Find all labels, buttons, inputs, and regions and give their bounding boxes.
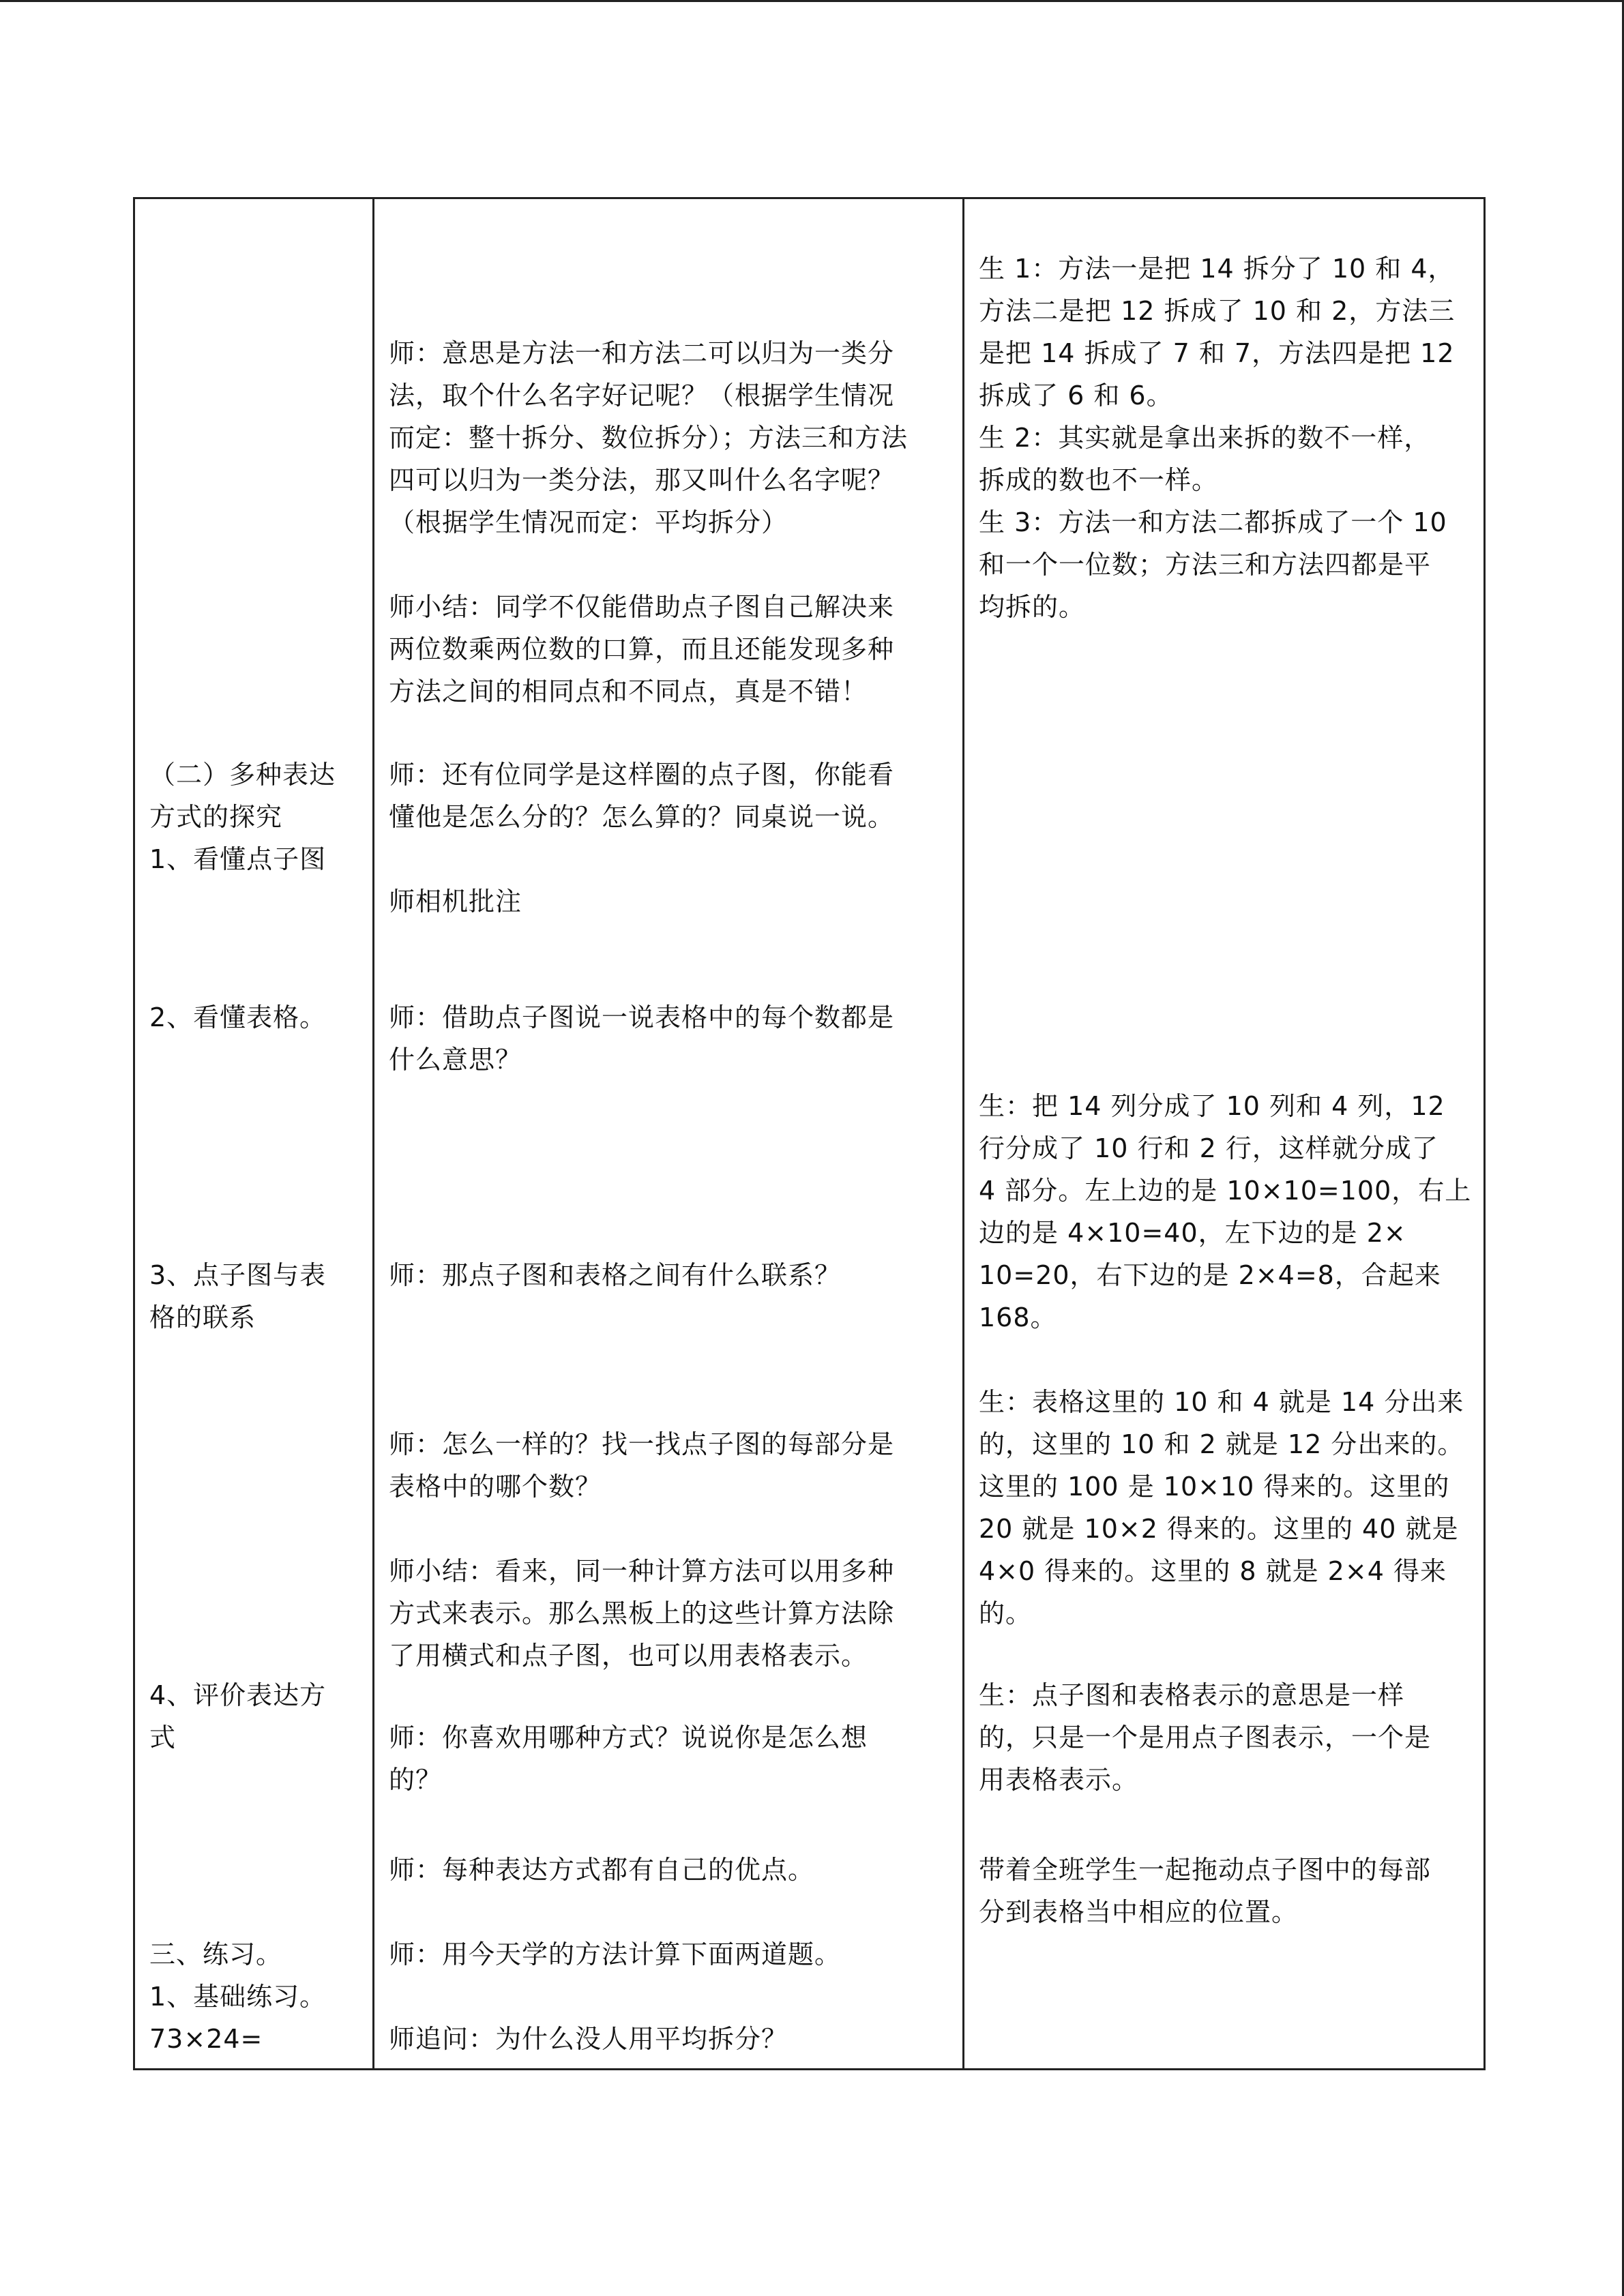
stage-line: 方式的探究 [149, 802, 283, 832]
teacher-block [389, 332, 908, 543]
stage-block-expression-methods [149, 754, 336, 880]
teacher-block [389, 2018, 788, 2060]
student-block [979, 1674, 1431, 1801]
stage-line: 4、评价表达方 [149, 1680, 327, 1710]
stage-line: 3、点子图与表 [149, 1260, 327, 1290]
student-line: 行分成了 10 行和 2 行，这样就分成了 [979, 1133, 1438, 1163]
teacher-block [389, 880, 522, 923]
teacher-line: （根据学生情况而定：平均拆分） [389, 507, 788, 537]
student-line: 是把 14 拆成了 7 和 7，方法四是把 12 [979, 338, 1455, 368]
student-line: 分到表格当中相应的位置。 [979, 1897, 1299, 1927]
teacher-block [389, 1933, 841, 1976]
student-line: 生：表格这里的 10 和 4 就是 14 分出来 [979, 1387, 1464, 1417]
stage-line: 73×24= [149, 2024, 263, 2054]
student-line: 拆成的数也不一样。 [979, 465, 1219, 495]
teacher-line: 师：你喜欢用哪种方式？说说你是怎么想 [389, 1723, 868, 1753]
stage-line: 1、基础练习。 [149, 1982, 327, 2012]
teacher-line: 师相机批注 [389, 886, 522, 916]
stage-block-practice [149, 1933, 326, 2060]
teacher-block [389, 1254, 841, 1296]
teacher-line: 两位数乘两位数的口算，而且还能发现多种 [389, 634, 895, 664]
teacher-block [389, 1716, 868, 1801]
student-block [979, 1849, 1431, 1933]
teacher-line: 师：怎么一样的？找一找点子图的每部分是 [389, 1429, 895, 1459]
stage-line: 三、练习。 [149, 1939, 283, 1969]
student-line: 生：把 14 列分成了 10 列和 4 列，12 [979, 1091, 1445, 1121]
student-line: 的，这里的 10 和 2 就是 12 分出来的。 [979, 1429, 1464, 1459]
teacher-block [389, 1423, 894, 1508]
teacher-line: 师小结：看来，同一种计算方法可以用多种 [389, 1556, 895, 1586]
teacher-line: 师：还有位同学是这样圈的点子图，你能看 [389, 760, 895, 790]
page-top-edge [0, 0, 1624, 2]
student-block [979, 1381, 1464, 1635]
student-line: 拆成了 6 和 6。 [979, 381, 1173, 411]
student-block [979, 248, 1455, 628]
teacher-block [389, 586, 894, 713]
stage-line: 式 [149, 1723, 177, 1753]
student-line: 168。 [979, 1302, 1057, 1332]
teacher-line: 师追问：为什么没人用平均拆分？ [389, 2024, 788, 2054]
student-line: 生：点子图和表格表示的意思是一样 [979, 1680, 1405, 1710]
teacher-line: 方法之间的相同点和不同点，真是不错！ [389, 676, 868, 706]
student-block [979, 1085, 1471, 1339]
student-line: 10=20，右下边的是 2×4=8，合起来 [979, 1260, 1441, 1290]
teacher-block [389, 754, 894, 838]
student-line: 均拆的。 [979, 592, 1086, 622]
teacher-line: 而定：整十拆分、数位拆分）；方法三和方法 [389, 423, 909, 453]
student-line: 的。 [979, 1598, 1033, 1628]
student-line: 4×0 得来的。这里的 8 就是 2×4 得来 [979, 1556, 1447, 1586]
stage-block-read-table [149, 996, 326, 1039]
teacher-line: 懂他是怎么分的？怎么算的？同桌说一说。 [389, 802, 895, 832]
teacher-line: 了用横式和点子图，也可以用表格表示。 [389, 1641, 868, 1671]
teacher-line: 师：借助点子图说一说表格中的每个数都是 [389, 1002, 895, 1032]
stage-line: 格的联系 [149, 1302, 256, 1332]
teacher-block [389, 1550, 894, 1677]
teacher-line: 师：意思是方法一和方法二可以归为一类分 [389, 338, 895, 368]
teacher-line: 的？ [389, 1765, 443, 1795]
student-line: 20 就是 10×2 得来的。这里的 40 就是 [979, 1514, 1459, 1544]
teacher-line: 师：用今天学的方法计算下面两道题。 [389, 1939, 842, 1969]
teacher-line: 方式来表示。那么黑板上的这些计算方法除 [389, 1598, 895, 1628]
teacher-line: 师小结：同学不仅能借助点子图自己解决来 [389, 592, 895, 622]
student-column [964, 199, 1486, 2068]
student-line: 生 1：方法一是把 14 拆分了 10 和 4， [979, 254, 1455, 284]
stage-block-dot-table-link [149, 1254, 326, 1339]
stage-line: （二）多种表达 [149, 760, 336, 790]
student-line: 边的是 4×10=40，左下边的是 2× [979, 1218, 1406, 1248]
stage-block-evaluate [149, 1674, 326, 1759]
student-line: 生 2：其实就是拿出来拆的数不一样， [979, 423, 1431, 453]
lesson-plan-table [133, 197, 1486, 2070]
student-line: 方法二是把 12 拆成了 10 和 2，方法三 [979, 296, 1456, 326]
teacher-line: 法，取个什么名字好记呢？（根据学生情况 [389, 381, 895, 411]
stage-line: 2、看懂表格。 [149, 1002, 327, 1032]
student-line: 4 部分。左上边的是 10×10=100，右上 [979, 1176, 1472, 1206]
teacher-column [374, 199, 962, 2068]
student-line: 用表格表示。 [979, 1765, 1139, 1795]
teacher-line: 师：每种表达方式都有自己的优点。 [389, 1855, 815, 1885]
student-line: 生 3：方法一和方法二都拆成了一个 10 [979, 507, 1447, 537]
student-line: 带着全班学生一起拖动点子图中的每部 [979, 1855, 1432, 1885]
teacher-block [389, 996, 894, 1081]
teacher-line: 表格中的哪个数？ [389, 1472, 602, 1502]
teacher-line: 什么意思？ [389, 1045, 522, 1075]
student-line: 这里的 100 是 10×10 得来的。这里的 [979, 1472, 1450, 1502]
stage-line: 1、看懂点子图 [149, 844, 327, 874]
teacher-line: 四可以归为一类分法，那又叫什么名字呢？ [389, 465, 895, 495]
student-line: 的，只是一个是用点子图表示，一个是 [979, 1723, 1432, 1753]
stage-column [135, 199, 372, 2068]
student-line: 和一个一位数；方法三和方法四都是平 [979, 550, 1432, 580]
teacher-line: 师：那点子图和表格之间有什么联系？ [389, 1260, 842, 1290]
teacher-block [389, 1849, 814, 1891]
